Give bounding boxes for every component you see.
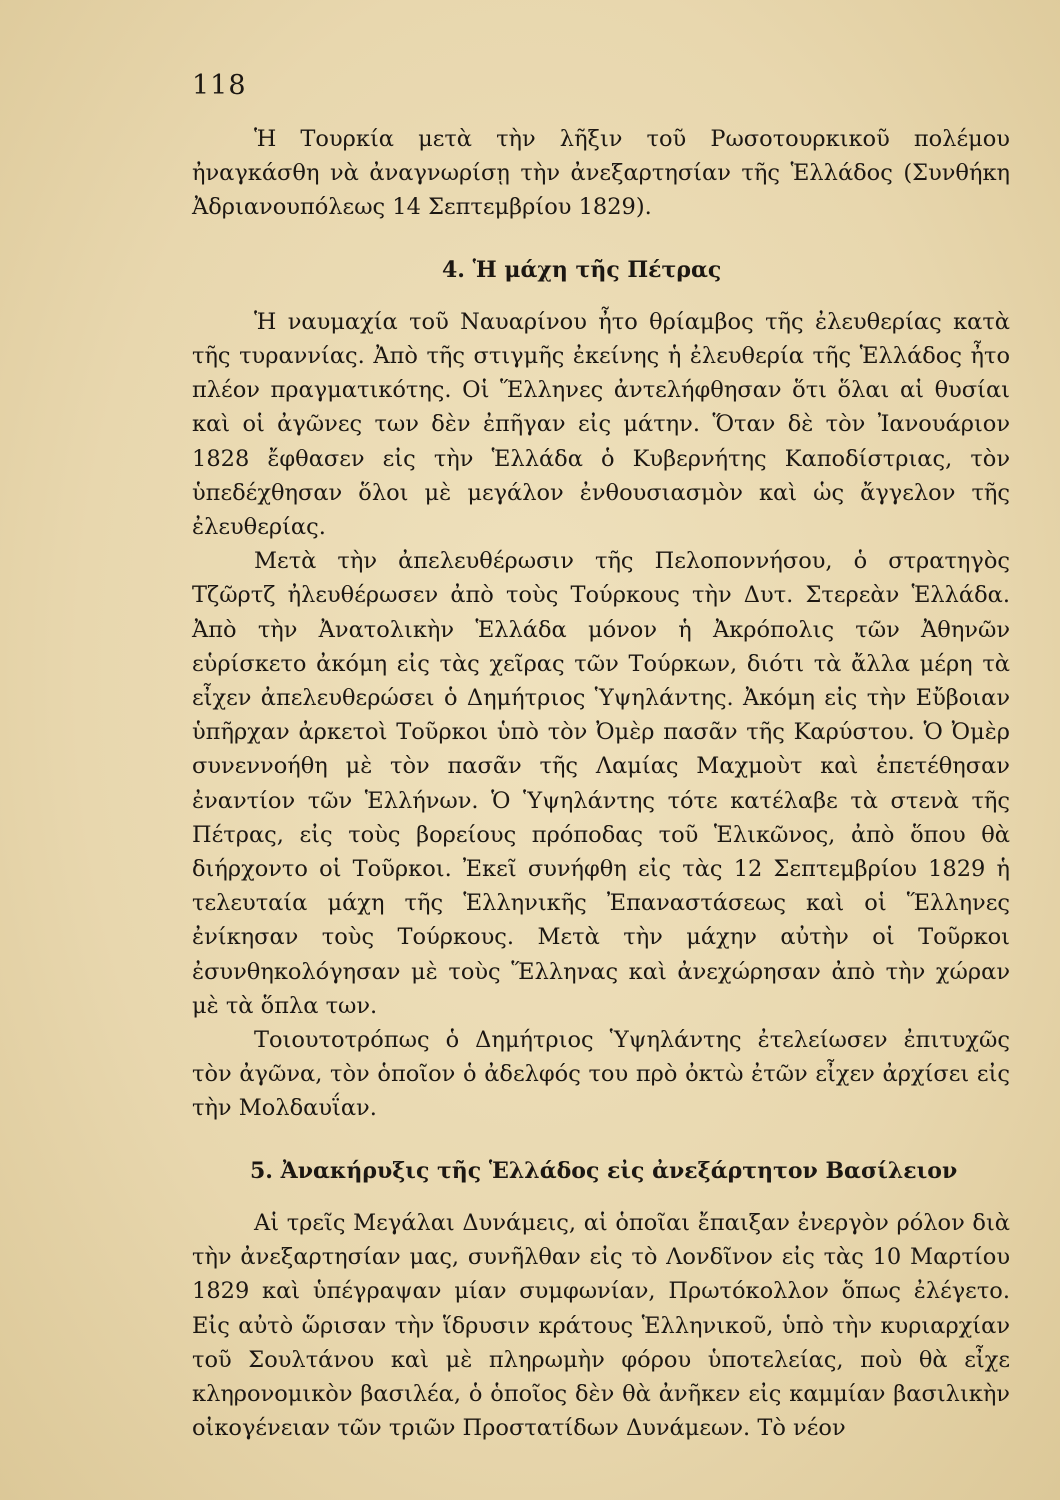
section-4-paragraph: Τοιουτοτρόπως ὁ Δημήτριος Ὑψηλάντης ἐτελείωσεν ἐπιτυχῶς τὸν ἀγῶνα, τὸν ὁποῖον ὁ ἀδελφός του πρὸ ὀκτὼ ἐτῶν εἶχεν ἀρχίσει εἰς τὴν Μολδαυΐαν.: [192, 1027, 1010, 1122]
section-4-title: 4. Ἡ μάχη τῆς Πέτρας: [442, 256, 722, 283]
section-5-title: 5. Ἀνακήρυξις τῆς Ἑλλάδος εἰς ἀνεξάρτητον Βασίλειον: [250, 1157, 958, 1184]
page-number: 118: [192, 70, 247, 101]
section-4-paragraph: Ἡ ναυμαχία τοῦ Ναυαρίνου ἦτο θρίαμβος τῆς ἐλευθερίας κατὰ τῆς τυραννίας. Ἀπὸ τῆς στιγμῆς ἐκείνης ἡ ἐλευθερία τῆς Ἑλλάδος ἦτο πλέον πραγματικότης. Οἱ Ἕλληνες ἀντελήφθησαν ὅτι ὅλαι αἱ θυσίαι καὶ οἱ ἀγῶνες των δὲν ἐπῆγαν εἰς μάτην. Ὅταν δὲ τὸν Ἰανουάριον 1828 ἔφθασεν εἰς τὴν Ἑλλάδα ὁ Κυβερνήτης Καποδίστριας, τὸν ὑπεδέχθησαν ὅλοι μὲ μεγάλον ἐνθουσιασμὸν καὶ ὡς ἄγγελον τῆς ἐλευθερίας.: [192, 308, 1010, 541]
section-5-paragraph: Αἱ τρεῖς Μεγάλαι Δυνάμεις, αἱ ὁποῖαι ἔπαιξαν ἐνεργὸν ρόλον διὰ τὴν ἀνεξαρτησίαν μας, συνῆλθαν εἰς τὸ Λονδῖνον εἰς τὰς 10 Μαρτίου 1829 καὶ ὑπέγραψαν μίαν συμφωνίαν, Πρωτόκολλον ὅπως ἐλέγετο. Εἰς αὐτὸ ὥρισαν τὴν ἵδρυσιν κράτους Ἑλληνικοῦ, ὑπὸ τὴν κυριαρχίαν τοῦ Σουλτάνου καὶ μὲ πληρωμὴν φόρου ὑποτελείας, ποὺ θὰ εἶχε κληρονομικὸν βασιλέα, ὁ ὁποῖος δὲν θὰ ἀνῆκεν εἰς καμμίαν βασιλικὴν οἰκογένειαν τῶν τριῶν Προστατίδων Δυνάμεων. Τὸ νέον: [192, 1209, 1010, 1442]
intro-paragraph: Ἡ Τουρκία μετὰ τὴν λῆξιν τοῦ Ρωσοτουρκικοῦ πολέμου ἠναγκάσθη νὰ ἀναγνωρίσῃ τὴν ἀνεξαρτησίαν τῆς Ἑλλάδος (Συνθήκη Ἀδριανουπόλεως 14 Σεπτεμβρίου 1829).: [192, 126, 1010, 221]
section-4-paragraph: Μετὰ τὴν ἀπελευθέρωσιν τῆς Πελοποννήσου, ὁ στρατηγὸς Τζῶρτζ ἠλευθέρωσεν ἀπὸ τοὺς Τούρκους τὴν Δυτ. Στερεὰν Ἑλλάδα. Ἀπὸ τὴν Ἀνατολικὴν Ἑλλάδα μόνον ἡ Ἀκρόπολις τῶν Ἀθηνῶν εὑρίσκετο ἀκόμη εἰς τὰς χεῖρας τῶν Τούρκων, διότι τὰ ἄλλα μέρη τὰ εἶχεν ἀπελευθερώσει ὁ Δημήτριος Ὑψηλάντης. Ἀκόμη εἰς τὴν Εὔβοιαν ὑπῆρχαν ἀρκετοὶ Τοῦρκοι ὑπὸ τὸν Ὀμὲρ πασᾶν τῆς Καρύστου. Ὁ Ὀμὲρ συνεννοήθη μὲ τὸν πασᾶν τῆς Λαμίας Μαχμοὺτ καὶ ἐπετέθησαν ἐναντίον τῶν Ἑλλήνων. Ὁ Ὑψηλάντης τότε κατέλαβε τὰ στενὰ τῆς Πέτρας, εἰς τοὺς βορείους πρόποδας τοῦ Ἑλικῶνος, ἀπὸ ὅπου θὰ διήρχοντο οἱ Τοῦρκοι. Ἐκεῖ συνήφθη εἰς τὰς 12 Σεπτεμβρίου 1829 ἡ τελευταία μάχη τῆς Ἑλληνικῆς Ἐπαναστάσεως καὶ οἱ Ἕλληνες ἐνίκησαν τοὺς Τούρκους. Μετὰ τὴν μάχην αὐτὴν οἱ Τοῦρκοι ἐσυνθηκολόγησαν μὲ τοὺς Ἕλληνας καὶ ἀνεχώρησαν ἀπὸ τὴν χώραν μὲ τὰ ὅπλα των.: [192, 548, 1010, 1019]
page-body: [192, 122, 1010, 1445]
